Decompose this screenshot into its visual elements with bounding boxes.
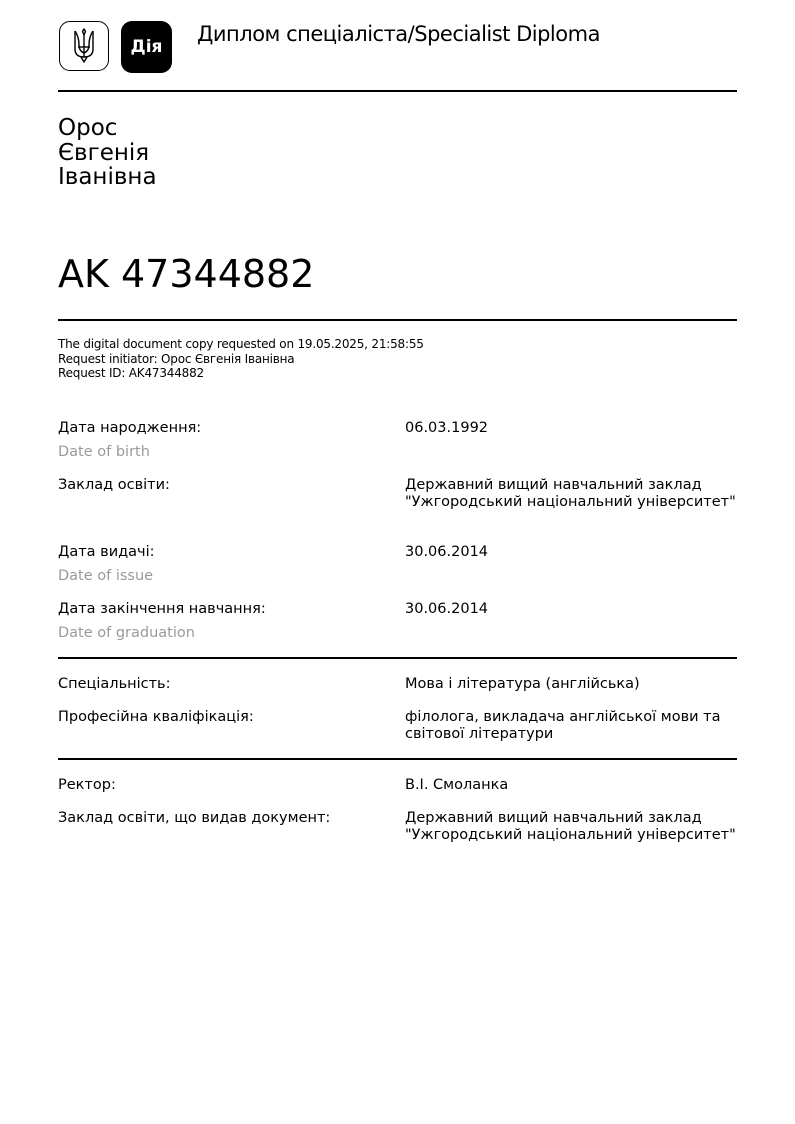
qualification-divider xyxy=(58,758,737,760)
request-timestamp: The digital document copy requested on 19.05.2025, 21:58:55 xyxy=(58,337,424,351)
field-value: філолога, викладача англійської мови та світової літератури xyxy=(405,709,721,742)
document-number: AK 47344882 xyxy=(58,252,315,296)
field-label: Дата закінчення навчання: xyxy=(58,601,266,617)
field-label: Спеціальність: xyxy=(58,676,171,692)
number-divider xyxy=(58,319,737,321)
field-value: Державний вищий навчальний заклад "Ужгородський національний університет" xyxy=(405,477,736,510)
holder-surname: Орос xyxy=(58,115,118,141)
header-divider xyxy=(58,90,737,92)
field-label-en: Date of issue xyxy=(58,568,154,584)
field-label: Заклад освіти: xyxy=(58,477,170,493)
field-value: В.І. Смоланка xyxy=(405,777,509,793)
trident-icon xyxy=(59,21,109,71)
request-initiator: Request initiator: Орос Євгенія Іванівна xyxy=(58,351,295,366)
holder-patronymic: Іванівна xyxy=(58,164,157,190)
field-value: 30.06.2014 xyxy=(405,601,489,617)
coat-of-arms-icon xyxy=(72,27,96,65)
field-label-en: Date of birth xyxy=(58,444,150,460)
field-label-en: Date of graduation xyxy=(58,625,195,641)
document-title: Диплом спеціаліста/Specialist Diploma xyxy=(197,22,600,46)
diia-logo-text: Дія xyxy=(130,37,163,57)
field-label: Заклад освіти, що видав документ: xyxy=(58,810,331,826)
field-value: Державний вищий навчальний заклад "Ужгородський національний університет" xyxy=(405,810,736,843)
request-id: Request ID: AK47344882 xyxy=(58,366,204,380)
holder-given-name: Євгенія xyxy=(58,139,150,166)
field-value: 30.06.2014 xyxy=(405,544,489,560)
field-label: Дата народження: xyxy=(58,420,202,436)
field-value: 06.03.1992 xyxy=(405,420,489,436)
field-label: Дата видачі: xyxy=(58,544,155,560)
diia-logo xyxy=(121,21,172,73)
holder-name xyxy=(58,116,157,190)
dates-divider xyxy=(58,657,737,659)
request-meta xyxy=(58,337,424,381)
field-label: Ректор: xyxy=(58,777,116,793)
field-value: Мова і література (англійська) xyxy=(405,676,640,692)
field-label: Професійна кваліфікація: xyxy=(58,709,254,725)
